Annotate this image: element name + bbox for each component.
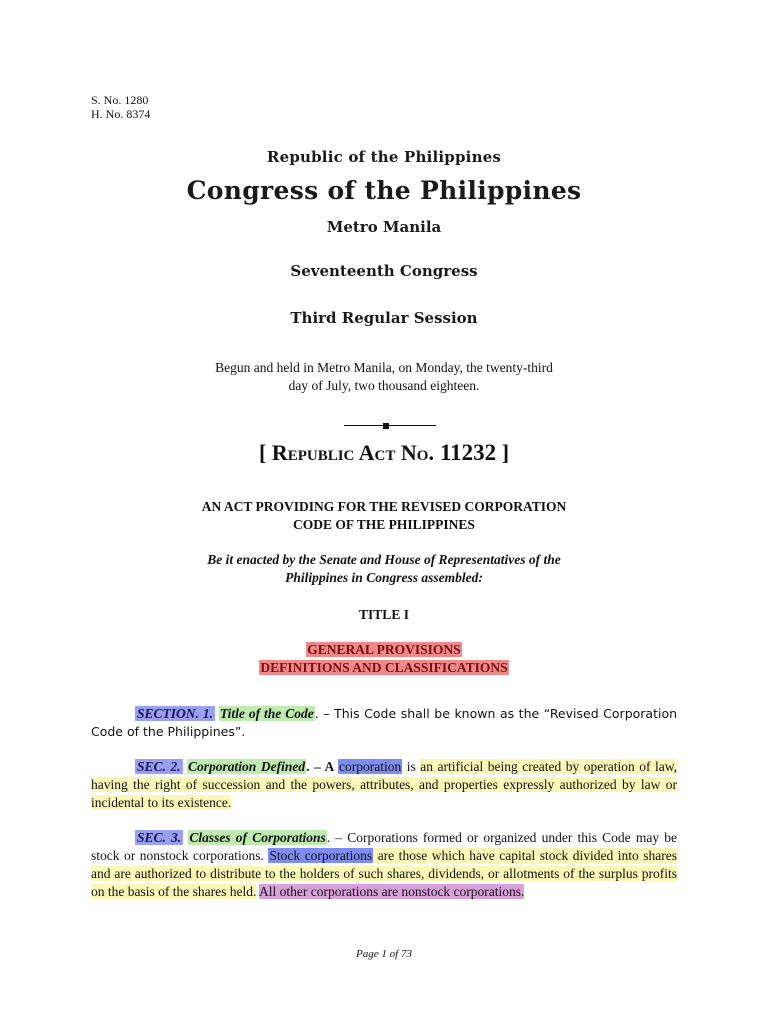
begun-line-1: Begun and held in Metro Manila, on Monday, the twenty-third: [215, 360, 553, 375]
general-provisions-line: GENERAL PROVISIONS: [307, 642, 461, 657]
ra-close-bracket: ]: [496, 440, 510, 465]
enacting-line-2: Philippines in Congress assembled:: [285, 570, 483, 585]
page-footer: Page 1 of 73: [356, 948, 412, 960]
divider-square-icon: [383, 423, 389, 429]
general-provisions-heading: [0, 641, 768, 677]
act-title-line-1: AN ACT PROVIDING FOR THE REVISED CORPORATION: [201, 499, 567, 514]
definitions-line: DEFINITIONS AND CLASSIFICATIONS: [260, 660, 508, 675]
section-3-title: Classes of Corporations: [189, 830, 326, 845]
section-2-paragraph: [91, 758, 677, 812]
section-2-dash: . – A: [306, 759, 338, 774]
congress-heading: Congress of the Philippines: [186, 176, 582, 205]
section-1-title: Title of the Code: [219, 706, 314, 721]
section-1-body: . – This Code shall be known as the “Revised Corporation Code of the Philippines”.: [91, 706, 678, 739]
section-3-other: All other corporations are nonstock corporations.: [258, 884, 525, 899]
begun-statement: [0, 359, 768, 395]
divider-line: [344, 425, 436, 426]
senate-bill-number: S. No. 1280: [91, 93, 149, 107]
begun-line-2: day of July, two thousand eighteen.: [288, 378, 480, 393]
session-heading: Third Regular Session: [290, 309, 478, 327]
title-heading: TITLE I: [359, 607, 409, 622]
ra-number: 11232: [439, 440, 497, 465]
section-1-paragraph: [91, 705, 677, 741]
section-3-number: SEC. 3.: [137, 830, 182, 845]
section-3-paragraph: [91, 829, 677, 901]
section-3-definition: are those which have capital stock divided into shares and are authorized to distribute to the holders of such shares, dividends, or allotments of the surplus profits on the basis of the shares held.: [91, 848, 677, 899]
section-3-intro: . – Corporations formed or organized under this Code may be stock or nonstock corporations.: [91, 830, 677, 863]
republic-act-heading: [0, 440, 768, 466]
ra-label: Republic Act No.: [271, 440, 434, 465]
bill-numbers: [91, 93, 150, 121]
section-2-definition: an artificial being created by operation of law, having the right of succession and the powers, attributes, and properties expressly authorized by law or incidental to its existence.: [91, 759, 677, 810]
section-2-mid: is: [402, 759, 421, 774]
house-bill-number: H. No. 8374: [91, 107, 151, 121]
section-2-number: SEC. 2.: [137, 759, 181, 774]
section-2-title: Corporation Defined: [188, 759, 306, 774]
metro-heading: Metro Manila: [326, 218, 442, 236]
section-3-term: Stock corporations: [269, 848, 373, 863]
enacting-line-1: Be it enacted by the Senate and House of Representatives of the: [207, 552, 561, 567]
republic-heading: Republic of the Philippines: [266, 148, 502, 166]
ra-open-bracket: [: [258, 440, 272, 465]
act-title: [0, 498, 768, 534]
section-1-number: SECTION. 1.: [137, 706, 213, 721]
enacting-clause: [0, 551, 768, 587]
section-2-term: corporation: [339, 759, 402, 774]
act-title-line-2: CODE OF THE PHILIPPINES: [293, 517, 475, 532]
seventeenth-congress-heading: Seventeenth Congress: [290, 262, 478, 280]
